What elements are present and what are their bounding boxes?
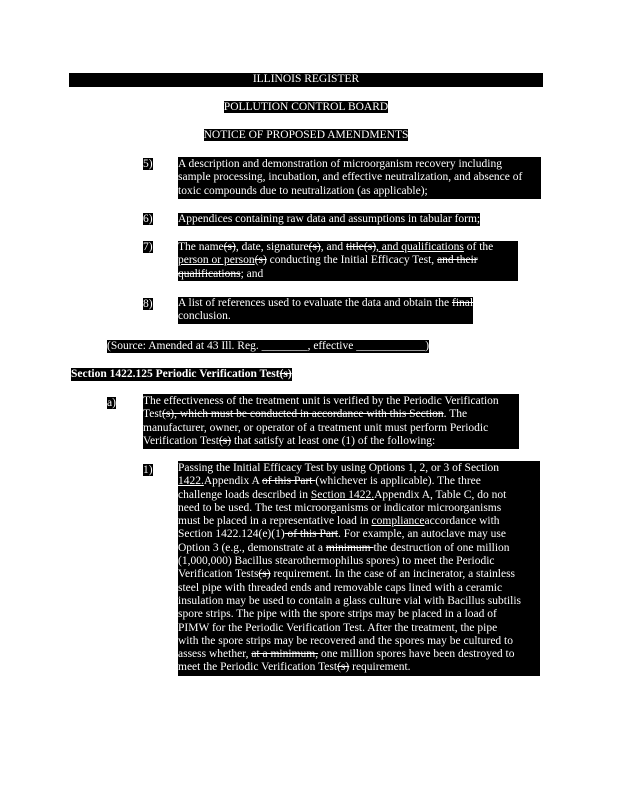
line: insulation may be used to contain a glass culture vial with Bacillus subtilis <box>178 594 522 607</box>
line: need to be used. The test microorganisms or indicator microorganisms <box>178 501 502 514</box>
item-number: 7) <box>143 241 153 253</box>
para-label: 1) <box>143 464 153 476</box>
line: The effectiveness of the treatment unit is verified by the Periodic Verification <box>143 395 499 407</box>
register-title-text: ILLINOIS REGISTER <box>252 73 360 85</box>
notice-title <box>69 129 543 142</box>
para-a-text <box>143 394 519 449</box>
line: spore strips. The pipe with the spore strips may be placed in a load of <box>178 608 497 621</box>
line: steel pipe with threaded ends and removable caps lined with a ceramic <box>178 581 503 594</box>
line: conclusion. <box>178 310 473 323</box>
line: Appendices containing raw data and assumptions in tabular form; <box>178 213 481 225</box>
line: with the spore strips may be recovered and the spores may be cultured to <box>178 634 513 647</box>
source-text: (Source: Amended at 43 Ill. Reg. ________, effective ____________) <box>107 340 430 352</box>
line: A list of references used to evaluate the data and obtain the final <box>178 297 474 309</box>
notice-title-text: NOTICE OF PROPOSED AMENDMENTS <box>203 129 409 141</box>
item-7-text <box>178 241 518 281</box>
line: Verification Tests(s) requirement. In the case of an incinerator, a stainless <box>178 568 516 581</box>
item-5-text <box>178 157 541 199</box>
line: The name(s), date, signature(s), and title(s), and qualifications of the <box>178 241 518 254</box>
item-number: 8) <box>143 298 153 310</box>
board-title <box>69 101 543 114</box>
line: Verification Test(s) that satisfy at least one (1) of the following: <box>143 434 436 447</box>
line: Option 3 (e.g., demonstrate at a minimum the destruction of one million <box>178 541 510 554</box>
section-title-text: Section 1422.125 Periodic Verification Test(s) <box>71 368 292 380</box>
board-title-text: POLLUTION CONTROL BOARD <box>223 101 389 113</box>
line: qualifications; and <box>178 268 518 281</box>
para-label: a) <box>107 397 116 409</box>
item-6-text <box>178 213 480 226</box>
line: manufacturer, owner, or operator of a treatment unit must perform Periodic <box>143 421 489 434</box>
line: Passing the Initial Efficacy Test by using Options 1, 2, or 3 of Section <box>178 462 500 474</box>
line: toxic compounds due to neutralization (as applicable); <box>178 184 428 197</box>
line: Test(s), which must be conducted in accordance with this Section. The <box>143 408 468 421</box>
section-title <box>71 368 292 381</box>
line: assess whether, at a minimum, one million spores have been destroyed to <box>178 648 515 661</box>
line: 1422.Appendix A of this Part (whichever is applicable). The three <box>178 475 481 488</box>
line: challenge loads described in Section 1422.Appendix A, Table C, do not <box>178 488 507 501</box>
line: sample processing, incubation, and effective neutralization, and absence of <box>178 171 523 184</box>
line: PIMW for the Periodic Verification Test. After the treatment, the pipe <box>178 621 498 634</box>
register-title <box>69 73 543 87</box>
item-number: 5) <box>143 158 153 170</box>
item-8-text <box>178 297 473 324</box>
source-note <box>107 340 429 353</box>
line: A description and demonstration of microorganism recovery including <box>178 158 502 170</box>
item-number: 6) <box>143 213 153 225</box>
line: (1,000,000) Bacillus stearothermophilus spores) to meet the Periodic <box>178 555 495 568</box>
line: meet the Periodic Verification Test(s) requirement. <box>178 661 411 674</box>
line: Section 1422.124(e)(1) of this Part. For example, an autoclave may use <box>178 528 506 541</box>
line: person or person(s) conducting the Initial Efficacy Test, and their <box>178 254 518 267</box>
line: must be placed in a representative load in complianceaccordance with <box>178 515 500 528</box>
para-1-text <box>178 461 540 676</box>
